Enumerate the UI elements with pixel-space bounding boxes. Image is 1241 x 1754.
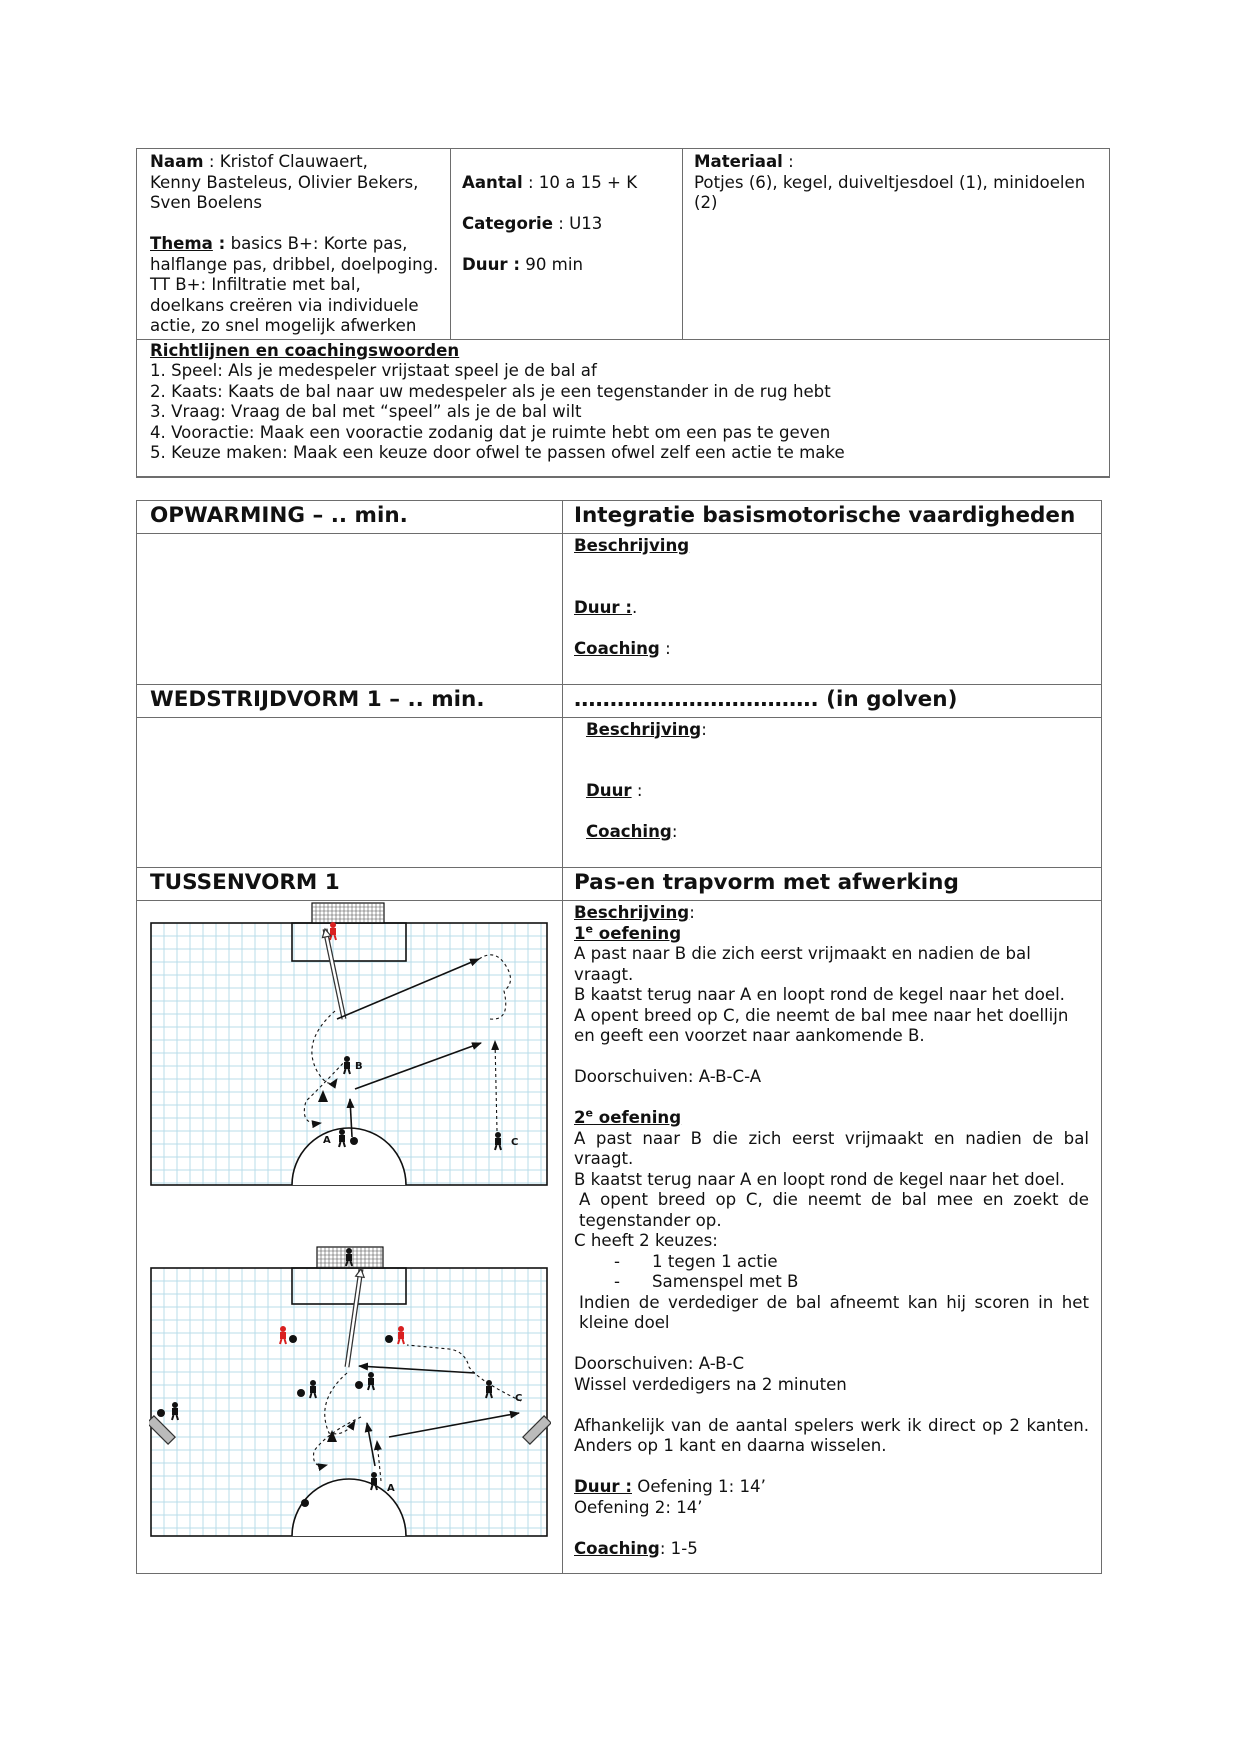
tussenvorm-subtitle: Pas-en trapvorm met afwerking xyxy=(563,868,1102,901)
opwarming-left-body xyxy=(137,534,563,685)
oefening-2-text: Indien de verdediger de bal afneemt kan hij scoren in het kleine doel xyxy=(579,1292,1089,1332)
player-c-icon xyxy=(495,1132,501,1150)
opwarming-right-body xyxy=(563,534,1102,685)
richtlijn-item: 3. Vraag: Vraag de bal met “speel” als je de bal wilt xyxy=(150,402,582,421)
goal-box xyxy=(292,1268,406,1304)
pass-arrow xyxy=(389,1413,519,1437)
oefening-1-text: A past naar B die zich eerst vrijmaakt en nadien de bal vraagt. xyxy=(574,944,1031,984)
oefening-2-label: 2e oefening xyxy=(574,1106,682,1127)
pitch-diagram-1 xyxy=(149,901,551,1193)
keuze-item: - Samenspel met B xyxy=(614,1272,799,1291)
player-label: C xyxy=(511,1137,519,1148)
marker-ball-icon xyxy=(301,1499,309,1507)
naam-line-3: Sven Boelens xyxy=(150,193,263,212)
pass-arrow xyxy=(367,1423,375,1466)
duur-line-2: Oefening 2: 14’ xyxy=(574,1497,703,1517)
run-arrow xyxy=(304,1059,347,1123)
oefening-1-text: B kaatst terug naar A en loopt rond de kegel naar het doel. xyxy=(574,985,1065,1004)
duur-line: Duur :. xyxy=(574,597,638,617)
naam-thema-cell xyxy=(137,149,451,340)
oefening-2-text: B kaatst terug naar A en loopt rond de kegel naar het doel. xyxy=(574,1169,1065,1189)
marker-ball-icon xyxy=(355,1381,363,1389)
tussenvorm-title: TUSSENVORM 1 xyxy=(137,868,563,901)
doorschuiven-1: Doorschuiven: A-B-C-A xyxy=(574,1067,762,1086)
keuze-item: - 1 tegen 1 actie xyxy=(614,1251,778,1271)
player-icon xyxy=(172,1402,178,1420)
materiaal-cell xyxy=(683,149,1110,340)
dribble-path xyxy=(479,955,511,1019)
wedstrijdvorm-subtitle: ……………………………. (in golven) xyxy=(563,684,1102,717)
richtlijnen-title: Richtlijnen en coachingswoorden xyxy=(150,340,460,360)
wedstrijdvorm-left-body xyxy=(137,717,563,868)
player-label: B xyxy=(355,1061,363,1072)
tussenvorm-right-body xyxy=(563,901,1102,1574)
naam-line: Naam : Kristof Clauwaert, xyxy=(150,152,368,171)
afhankelijk-text: Afhankelijk van de aantal spelers werk ik direct op 2 kanten. Anders op 1 kant en daarna wisselen. xyxy=(574,1415,1089,1455)
marker-ball-icon xyxy=(297,1389,305,1397)
beschrijving-label: Beschrijving xyxy=(574,536,690,555)
defender-icon xyxy=(398,1326,404,1344)
coaching-line: Coaching: 1-5 xyxy=(574,1538,698,1558)
run-arrow xyxy=(325,1373,355,1434)
player-label: A xyxy=(323,1135,331,1146)
wedstrijdvorm-title: WEDSTRIJDVORM 1 – .. min. xyxy=(137,684,563,717)
coaching-line: Coaching : xyxy=(574,638,671,658)
marker-ball-icon xyxy=(350,1137,358,1145)
session-table xyxy=(136,500,1102,1574)
beschrijving-line: Beschrijving: xyxy=(586,719,707,739)
wissel-text: Wissel verdedigers na 2 minuten xyxy=(574,1374,847,1394)
center-circle xyxy=(292,1128,406,1185)
oefening-2-text: C heeft 2 keuzes: xyxy=(574,1231,718,1250)
player-icon xyxy=(310,1380,316,1398)
beschrijving-line: Beschrijving: xyxy=(574,903,695,922)
marker-ball-icon xyxy=(157,1409,165,1417)
materiaal-label-line: Materiaal : xyxy=(694,152,794,171)
info-table xyxy=(136,148,1110,478)
run-arrow xyxy=(377,1441,381,1481)
oefening-1-text: A opent breed op C, die neemt de bal mee naar het doellijn en geeft een voorzet naar aankomende B. xyxy=(574,1005,1069,1045)
richtlijn-item: 1. Speel: Als je medespeler vrijstaat speel je de bal af xyxy=(150,361,597,380)
marker-ball-icon xyxy=(385,1335,393,1343)
player-label: C xyxy=(515,1393,523,1404)
tussenvorm-diagrams xyxy=(137,901,563,1574)
player-label: A xyxy=(387,1483,395,1494)
wedstrijdvorm-right-body xyxy=(563,717,1102,868)
oefening-2-text: A past naar B die zich eerst vrijmaakt en nadien de bal vraagt. xyxy=(574,1128,1089,1168)
player-b-icon xyxy=(344,1056,350,1074)
doorschuiven-2: Doorschuiven: A-B-C xyxy=(574,1354,745,1373)
richtlijnen-cell xyxy=(137,339,1110,477)
duur-line: Duur : 90 min xyxy=(462,254,583,274)
aantal-cell xyxy=(451,149,683,340)
naam-line-2: Kenny Basteleus, Olivier Bekers, xyxy=(150,172,419,192)
thema-text: Thema : basics B+: Korte pas, halflange pas, dribbel, doelpoging. TT B+: Infiltratie met bal, doelkans creëren via individuele actie, zo snel mogelijk afwerken xyxy=(150,234,439,335)
coaching-line: Coaching: xyxy=(586,822,678,841)
goal-net xyxy=(312,903,384,923)
aantal-line: Aantal : 10 a 15 + K xyxy=(462,172,638,192)
richtlijn-item: 5. Keuze maken: Maak een keuze door ofwel te passen ofwel zelf een actie te make xyxy=(150,443,845,462)
opwarming-subtitle: Integratie basismotorische vaardigheden xyxy=(563,501,1102,534)
categorie-line: Categorie : U13 xyxy=(462,213,603,233)
defender-icon xyxy=(280,1326,286,1344)
pass-arrow xyxy=(337,959,479,1019)
opwarming-title: OPWARMING – .. min. xyxy=(137,501,563,534)
oefening-2-text: A opent breed op C, die neemt de bal mee en zoekt de tegenstander op. xyxy=(579,1190,1089,1230)
marker-ball-icon xyxy=(289,1335,297,1343)
materiaal-value: Potjes (6), kegel, duiveltjesdoel (1), minidoelen (2) xyxy=(694,172,1086,212)
duur-line: Duur : xyxy=(586,781,643,800)
duur-line: Duur : Oefening 1: 14’ xyxy=(574,1477,766,1496)
oefening-1-label: 1e oefening xyxy=(574,921,682,943)
richtlijn-item: 2. Kaats: Kaats de bal naar uw medespeler als je een tegenstander in de rug hebt xyxy=(150,381,831,401)
mini-goal xyxy=(149,1416,175,1444)
richtlijn-item: 4. Vooractie: Maak een vooractie zodanig dat je ruimte hebt om een pas te geven xyxy=(150,422,831,442)
pitch-diagram-2 xyxy=(149,1241,551,1541)
goal-box xyxy=(292,923,406,961)
player-icon xyxy=(368,1372,374,1390)
